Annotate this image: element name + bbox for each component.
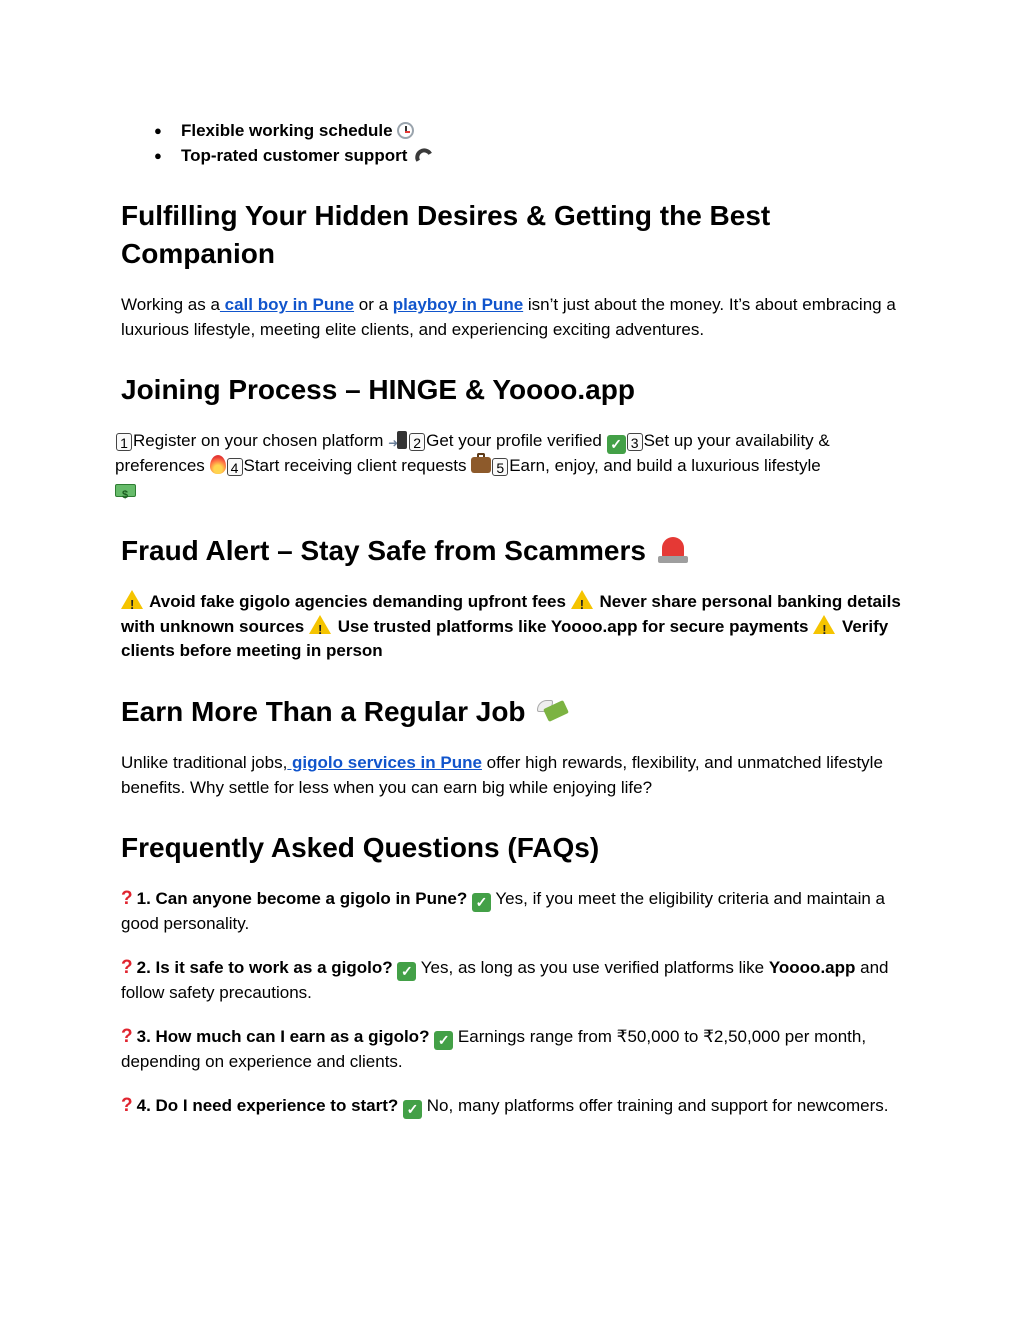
- paragraph-text: Unlike traditional jobs,: [121, 753, 288, 772]
- faq-answer-bold: Yoooo.app: [768, 958, 856, 977]
- clock-icon: [397, 122, 414, 139]
- heading-text: Fraud Alert – Stay Safe from Scammers: [121, 535, 646, 566]
- faq-question: 1. Can anyone become a gigolo in Pune?: [136, 889, 468, 908]
- banknote-icon: [115, 484, 136, 497]
- faq-answer: Yes, if you meet the eligibility criteria and maintain a good personality.: [121, 889, 886, 933]
- paragraph-text: isn’t just about the money. It’s about embracing a luxurious lifestyle, meeting elite clients, and experiencing exciting adventures.: [121, 295, 896, 339]
- list-item: [121, 144, 432, 169]
- section-heading-desires: Fulfilling Your Hidden Desires & Getting the Best Companion: [121, 200, 771, 269]
- faq-item: [121, 1094, 911, 1119]
- paragraph-text: Working as a: [121, 295, 220, 314]
- section-heading-faq: Frequently Asked Questions (FAQs): [121, 832, 600, 863]
- step-text: Get your profile verified: [426, 431, 607, 450]
- faq-answer: Yes, as long as you use verified platforms like: [416, 958, 769, 977]
- money-with-wings-icon: [537, 698, 571, 724]
- siren-icon: [658, 535, 688, 563]
- section-heading-fraud: [121, 532, 911, 570]
- paragraph-desires: [121, 293, 911, 342]
- faq-question: 2. Is it safe to work as a gigolo?: [136, 958, 393, 977]
- faq-item: [121, 1025, 911, 1075]
- warning-text: Avoid fake gigolo agencies demanding upfront fees: [149, 592, 571, 611]
- list-item-text: Flexible working schedule: [181, 121, 393, 140]
- warning-icon: [813, 615, 835, 634]
- check-icon: ✓: [607, 435, 626, 454]
- briefcase-icon: [471, 457, 491, 473]
- call-boy-link[interactable]: call boy in Pune: [219, 295, 355, 314]
- heading-text: Earn More Than a Regular Job: [121, 696, 526, 727]
- question-mark-icon: ?: [121, 888, 133, 909]
- telephone-icon: [412, 146, 432, 164]
- faq-item: [121, 956, 911, 1006]
- paragraph-earn: [121, 751, 911, 800]
- feature-list: [121, 119, 432, 168]
- mobile-arrow-icon: [388, 431, 408, 449]
- question-mark-icon: ?: [121, 1095, 133, 1116]
- faq-answer: Earnings range from ₹50,000 to ₹2,50,000 per month, depending on experience and clients.: [121, 1027, 867, 1071]
- section-heading-joining: Joining Process – HINGE & Yoooo.app: [121, 374, 635, 405]
- step-text: Set up your availability & preferences: [115, 431, 830, 475]
- warning-text: Use trusted platforms like Yoooo.app for secure payments: [337, 616, 814, 636]
- step-text: Start receiving client requests: [243, 456, 472, 475]
- check-icon: ✓: [397, 962, 416, 981]
- keycap-1-icon: 1: [116, 433, 132, 451]
- question-mark-icon: ?: [121, 957, 133, 978]
- warning-text: Verify clients before meeting in person: [121, 616, 889, 660]
- faq-question: 4. Do I need experience to start?: [136, 1096, 399, 1115]
- warning-icon: [121, 590, 143, 609]
- bullet-dot: ●: [154, 123, 162, 138]
- warning-icon: [571, 590, 593, 609]
- fraud-warnings: [121, 590, 911, 664]
- keycap-4-icon: 4: [227, 458, 243, 476]
- gigolo-services-link[interactable]: gigolo services in Pune: [287, 753, 482, 772]
- keycap-2-icon: 2: [409, 433, 425, 451]
- step-text: Register on your chosen platform: [133, 431, 389, 450]
- joining-steps: [115, 429, 911, 503]
- paragraph-text: or a: [354, 295, 393, 314]
- faq-question: 3. How much can I earn as a gigolo?: [136, 1027, 430, 1046]
- check-icon: ✓: [434, 1031, 453, 1050]
- bullet-dot: ●: [154, 147, 162, 163]
- warning-icon: [309, 615, 331, 634]
- paragraph-text: offer high rewards, flexibility, and unmatched lifestyle benefits. Why settle for less when you can earn big while enjoying life?: [121, 753, 883, 797]
- faq-answer: No, many platforms offer training and support for newcomers.: [422, 1096, 889, 1115]
- keycap-3-icon: 3: [627, 433, 643, 451]
- question-mark-icon: ?: [121, 1026, 133, 1047]
- list-item-text: Top-rated customer support: [181, 145, 408, 165]
- faq-answer: and follow safety precautions.: [121, 958, 889, 1002]
- check-icon: ✓: [472, 893, 491, 912]
- step-text: Earn, enjoy, and build a luxurious lifestyle: [509, 456, 821, 475]
- check-icon: ✓: [403, 1100, 422, 1119]
- keycap-5-icon: 5: [492, 458, 508, 476]
- warning-text: Never share personal banking details with unknown sources: [121, 592, 901, 636]
- playboy-link[interactable]: playboy in Pune: [392, 295, 524, 314]
- fire-icon: [210, 455, 226, 474]
- section-heading-earn: [121, 693, 911, 731]
- list-item: [121, 119, 432, 144]
- faq-item: [121, 887, 911, 937]
